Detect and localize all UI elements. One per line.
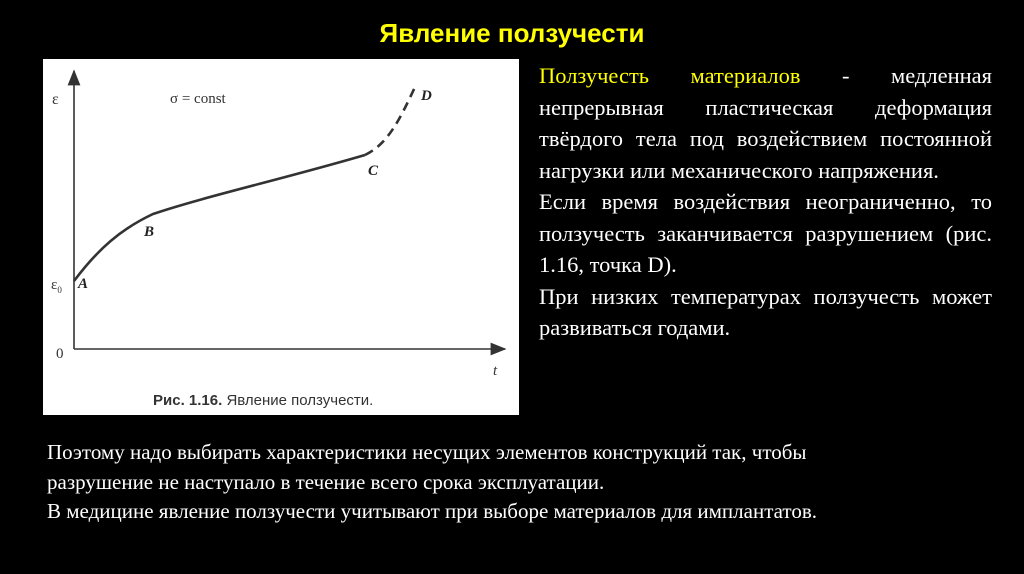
conclusion-line-3: В медицине явление ползучести учитывают при выборе материалов для имплантатов. [47, 499, 817, 523]
sigma-const-label: σ = const [170, 91, 226, 107]
conclusion-text [47, 438, 1007, 527]
y-axis-label: ε [52, 91, 59, 108]
point-d-label: D [421, 88, 432, 104]
origin-label: 0 [56, 346, 64, 362]
low-temperature-paragraph: При низких температурах ползучесть может развиваться годами. [539, 283, 992, 340]
creep-figure [43, 59, 519, 415]
conclusion-line-1: Поэтому надо выбирать характеристики несущих элементов конструкций так, чтобы [47, 440, 807, 464]
point-b-label: B [144, 224, 155, 240]
definition-text [539, 60, 992, 344]
creep-curve-dashed [365, 87, 415, 155]
figure-caption [153, 392, 373, 409]
point-a-label: A [78, 276, 89, 292]
creep-curve-chart [43, 59, 519, 415]
creep-term: Ползучесть материалов [539, 63, 801, 88]
point-c-label: C [368, 163, 379, 179]
definition-body: - медленная непрерывная пластическая деформация твёрдого тела под воздействием постоянной нагрузки или механического напряжения. [539, 63, 992, 183]
caption-text: Явление ползучести. [226, 392, 374, 409]
conclusion-line-2: разрушение не наступало в течение всего срока эксплуатации. [47, 469, 605, 494]
failure-paragraph: Если время воздействия неограниченно, то ползучесть заканчивается разрушением (рис. 1.16, точка D). [539, 189, 992, 277]
caption-number: Рис. 1.16. [153, 392, 223, 409]
x-axis-label: t [493, 363, 498, 379]
slide-title: Явление ползучести [379, 18, 645, 48]
creep-curve [74, 155, 365, 281]
definition-paragraph [539, 60, 992, 186]
epsilon-zero-label: $\varepsilon_0$ [51, 277, 62, 295]
